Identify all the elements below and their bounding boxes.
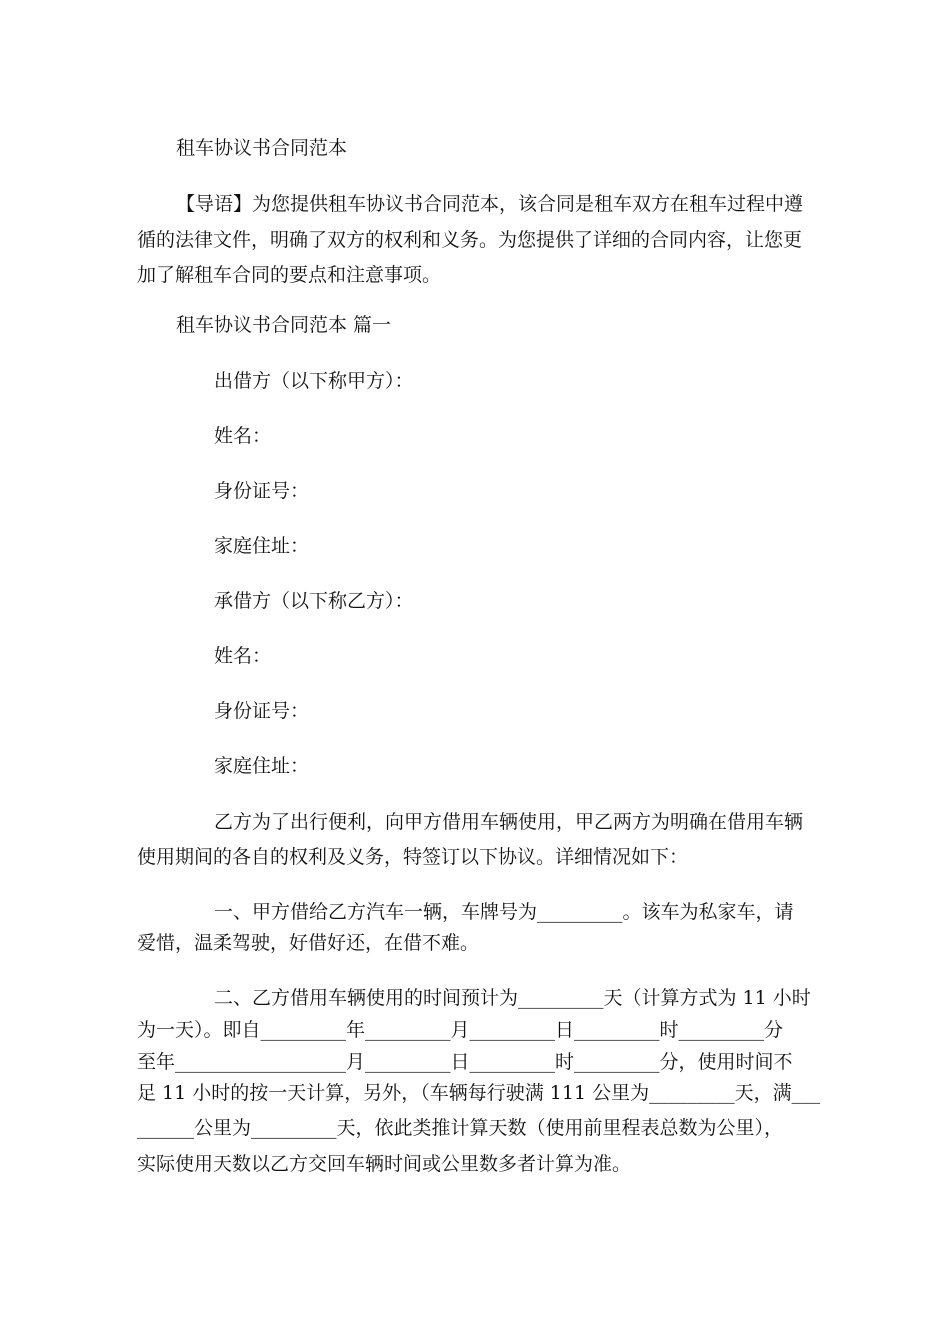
clause-1-line: 一、甲方借给乙方汽车一辆，车牌号为_________。该车为私家车，请 [214,901,794,923]
clause-2-line: ______公里为_________天，依此类推计算天数（使用前里程表总数为公里）， [137,1117,784,1139]
party-b-heading: 承借方（以下称乙方）： [214,590,414,612]
clause-2-line: 足 11 小时的按一天计算，另外，（车辆每行驶满 111 公里为_________天，满___ [137,1082,821,1104]
document-title: 租车协议书合同范本 [176,137,348,159]
intro-line: 加了解租车合同的要点和注意事项。 [137,264,442,286]
party-a-address-label: 家庭住址： [214,535,310,557]
clause-2-line: 至年__________________月_________日_________时_________分，使用时间不 [137,1051,793,1073]
party-a-heading: 出借方（以下称甲方）： [214,370,414,392]
section-title: 租车协议书合同范本 篇一 [176,314,392,336]
clause-2-line: 为一天）。即自_________年_________月_________日_________时_________分 [137,1019,784,1041]
preamble-line: 乙方为了出行便利，向甲方借用车辆使用，甲乙两方为明确在借用车辆 [214,811,804,833]
intro-line: 循的法律文件，明确了双方的权利和义务。为您提供了详细的合同内容，让您更 [137,229,803,251]
party-a-id-label: 身份证号： [214,480,310,502]
intro-line: 【导语】为您提供租车协议书合同范本，该合同是租车双方在租车过程中遵 [176,193,804,215]
party-b-id-label: 身份证号： [214,700,310,722]
clause-2-line: 实际使用天数以乙方交回车辆时间或公里数多者计算为准。 [137,1153,632,1175]
clause-1-line: 爱惜，温柔驾驶，好借好还，在借不难。 [137,932,480,954]
party-b-address-label: 家庭住址： [214,755,310,777]
preamble-line: 使用期间的各自的权利及义务，特签订以下协议。详细情况如下： [137,846,689,868]
party-a-name-label: 姓名： [214,425,272,447]
clause-2-line: 二、乙方借用车辆使用的时间预计为_________天（计算方式为 11 小时 [214,987,811,1009]
party-b-name-label: 姓名： [214,645,272,667]
